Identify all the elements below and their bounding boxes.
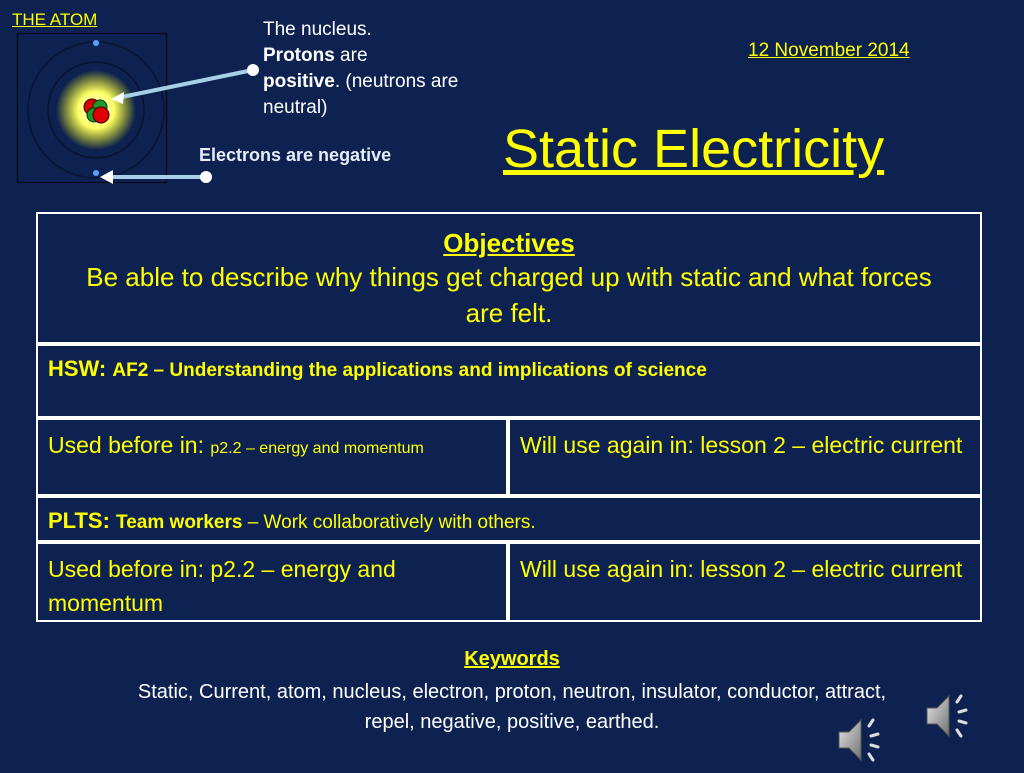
objectives-body: Be able to describe why things get charged up with static and what forces are felt. xyxy=(86,262,932,328)
page-title: Static Electricity xyxy=(503,119,885,179)
nucleus-description xyxy=(263,17,503,121)
speaker-icon[interactable] xyxy=(921,688,977,744)
hsw-code: AF2 xyxy=(112,360,149,381)
hsw-label: HSW: xyxy=(48,356,113,381)
are-word: are xyxy=(334,45,368,66)
positive-word: positive xyxy=(263,71,335,92)
will-use-text: Will use again in: lesson 2 – electric current xyxy=(520,432,963,458)
plts-label: PLTS: xyxy=(48,508,117,533)
will-use-cell-2 xyxy=(508,542,982,622)
speaker-icon[interactable] xyxy=(833,712,889,768)
nucleus-line1: The nucleus. xyxy=(263,19,372,40)
used-before-cell xyxy=(36,418,508,496)
electrons-label: Electrons are negative xyxy=(199,145,392,165)
plts-skill: Team workers xyxy=(116,512,243,533)
date: 12 November 2014 xyxy=(748,40,910,61)
plts-description: – Work collaboratively with others. xyxy=(242,512,536,533)
will-use-cell xyxy=(508,418,982,496)
keywords-list: Static, Current, atom, nucleus, electron, proton, neutron, insulator, conductor, attract, repel, negative, positive, earthed. xyxy=(137,681,887,733)
used-before-prefix: Used before in: xyxy=(48,432,211,458)
protons-word: Protons xyxy=(263,45,335,66)
plts-cell xyxy=(36,496,982,542)
neutrons-note: . (neutrons are neutral) xyxy=(263,71,459,118)
atom-title: THE ATOM xyxy=(12,10,98,29)
hsw-cell xyxy=(36,344,982,418)
used-before-text-2: Used before in: p2.2 – energy and momentum xyxy=(48,556,396,616)
used-before-detail: p2.2 – energy and momentum xyxy=(210,440,424,457)
objectives-heading: Objectives xyxy=(443,228,575,258)
will-use-text-2: Will use again in: lesson 2 – electric current xyxy=(520,556,963,582)
used-before-cell-2 xyxy=(36,542,508,622)
keywords-heading: Keywords xyxy=(464,648,560,670)
objectives-cell xyxy=(36,212,982,344)
hsw-description: – Understanding the applications and implications of science xyxy=(148,360,707,381)
